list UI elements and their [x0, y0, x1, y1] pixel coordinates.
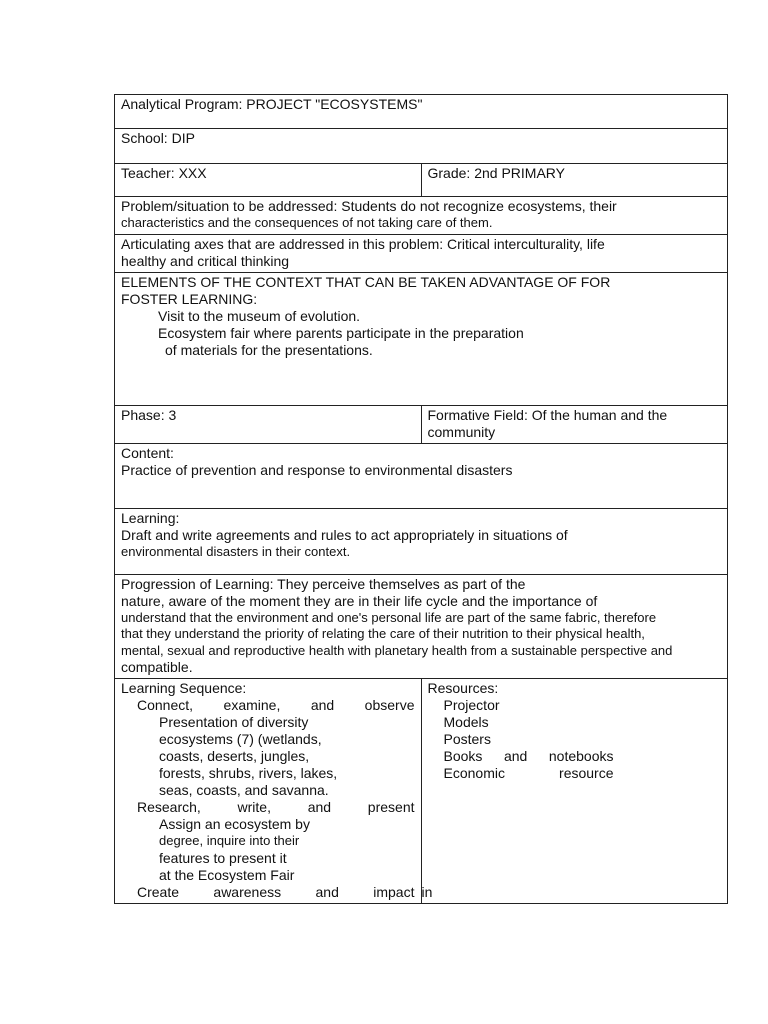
formative-field-cell: Formative Field: Of the human and the community	[421, 405, 728, 443]
progression-row	[115, 574, 728, 679]
axes-row	[115, 234, 728, 272]
title-row	[115, 95, 728, 129]
content-row	[115, 443, 728, 508]
learning-cell: Learning: Draft and write agreements and rules to act appropriately in situations of environmental disasters in their context.	[115, 508, 728, 574]
grade-cell: Grade: 2nd PRIMARY	[421, 164, 728, 197]
program-title: Analytical Program: PROJECT "ECOSYSTEMS"	[115, 95, 728, 129]
problem-row	[115, 197, 728, 235]
sequence-row	[115, 679, 728, 904]
phase-row	[115, 405, 728, 443]
phase-cell: Phase: 3	[115, 405, 422, 443]
teacher-cell: Teacher: XXX	[115, 164, 422, 197]
context-row	[115, 272, 728, 405]
resources-cell: Resources: Projector Models Posters Books and notebooks Economic resource in	[421, 679, 728, 904]
program-table	[114, 94, 728, 904]
axes-cell: Articulating axes that are addressed in this problem: Critical interculturality, life healthy and critical thinking	[115, 234, 728, 272]
learning-sequence-cell: Learning Sequence: Connect, examine, and observe Presentation of diversity ecosystems (7) (wetlands, coasts, deserts, jungles, forests, shrubs, rivers, lakes, seas, coasts, and savanna. Research, write, and present Assign an ecosystem by degree, inquire into their features to present it at the Ecosystem Fair Create awareness and impact	[115, 679, 422, 904]
learning-row	[115, 508, 728, 574]
content-cell: Content: Practice of prevention and response to environmental disasters	[115, 443, 728, 508]
school-row	[115, 129, 728, 164]
context-item-museum: Visit to the museum of evolution.	[158, 307, 361, 324]
context-cell: ELEMENTS OF THE CONTEXT THAT CAN BE TAKEN ADVANTAGE OF FOR FOSTER LEARNING: Visit to the museum of evolution. Ecosystem fair where parents participate in the preparation of materials for the presentations.	[115, 272, 728, 405]
progression-cell: Progression of Learning: They perceive themselves as part of the nature, aware of the moment they are in their life cycle and the importance of understand that the environment and one's personal life are part of the same fabric, therefore that they understand the priority of relating the care of their nutrition to their physical health, mental, sexual and reproductive health with planetary health from a sustainable perspective and compatible.	[115, 574, 728, 679]
context-item-fair: Ecosystem fair where parents participate in the preparation	[158, 324, 524, 341]
teacher-grade-row	[115, 164, 728, 197]
problem-cell: Problem/situation to be addressed: Students do not recognize ecosystems, their characteristics and the consequences of not taking care of them.	[115, 197, 728, 235]
school-cell: School: DIP	[115, 129, 728, 164]
